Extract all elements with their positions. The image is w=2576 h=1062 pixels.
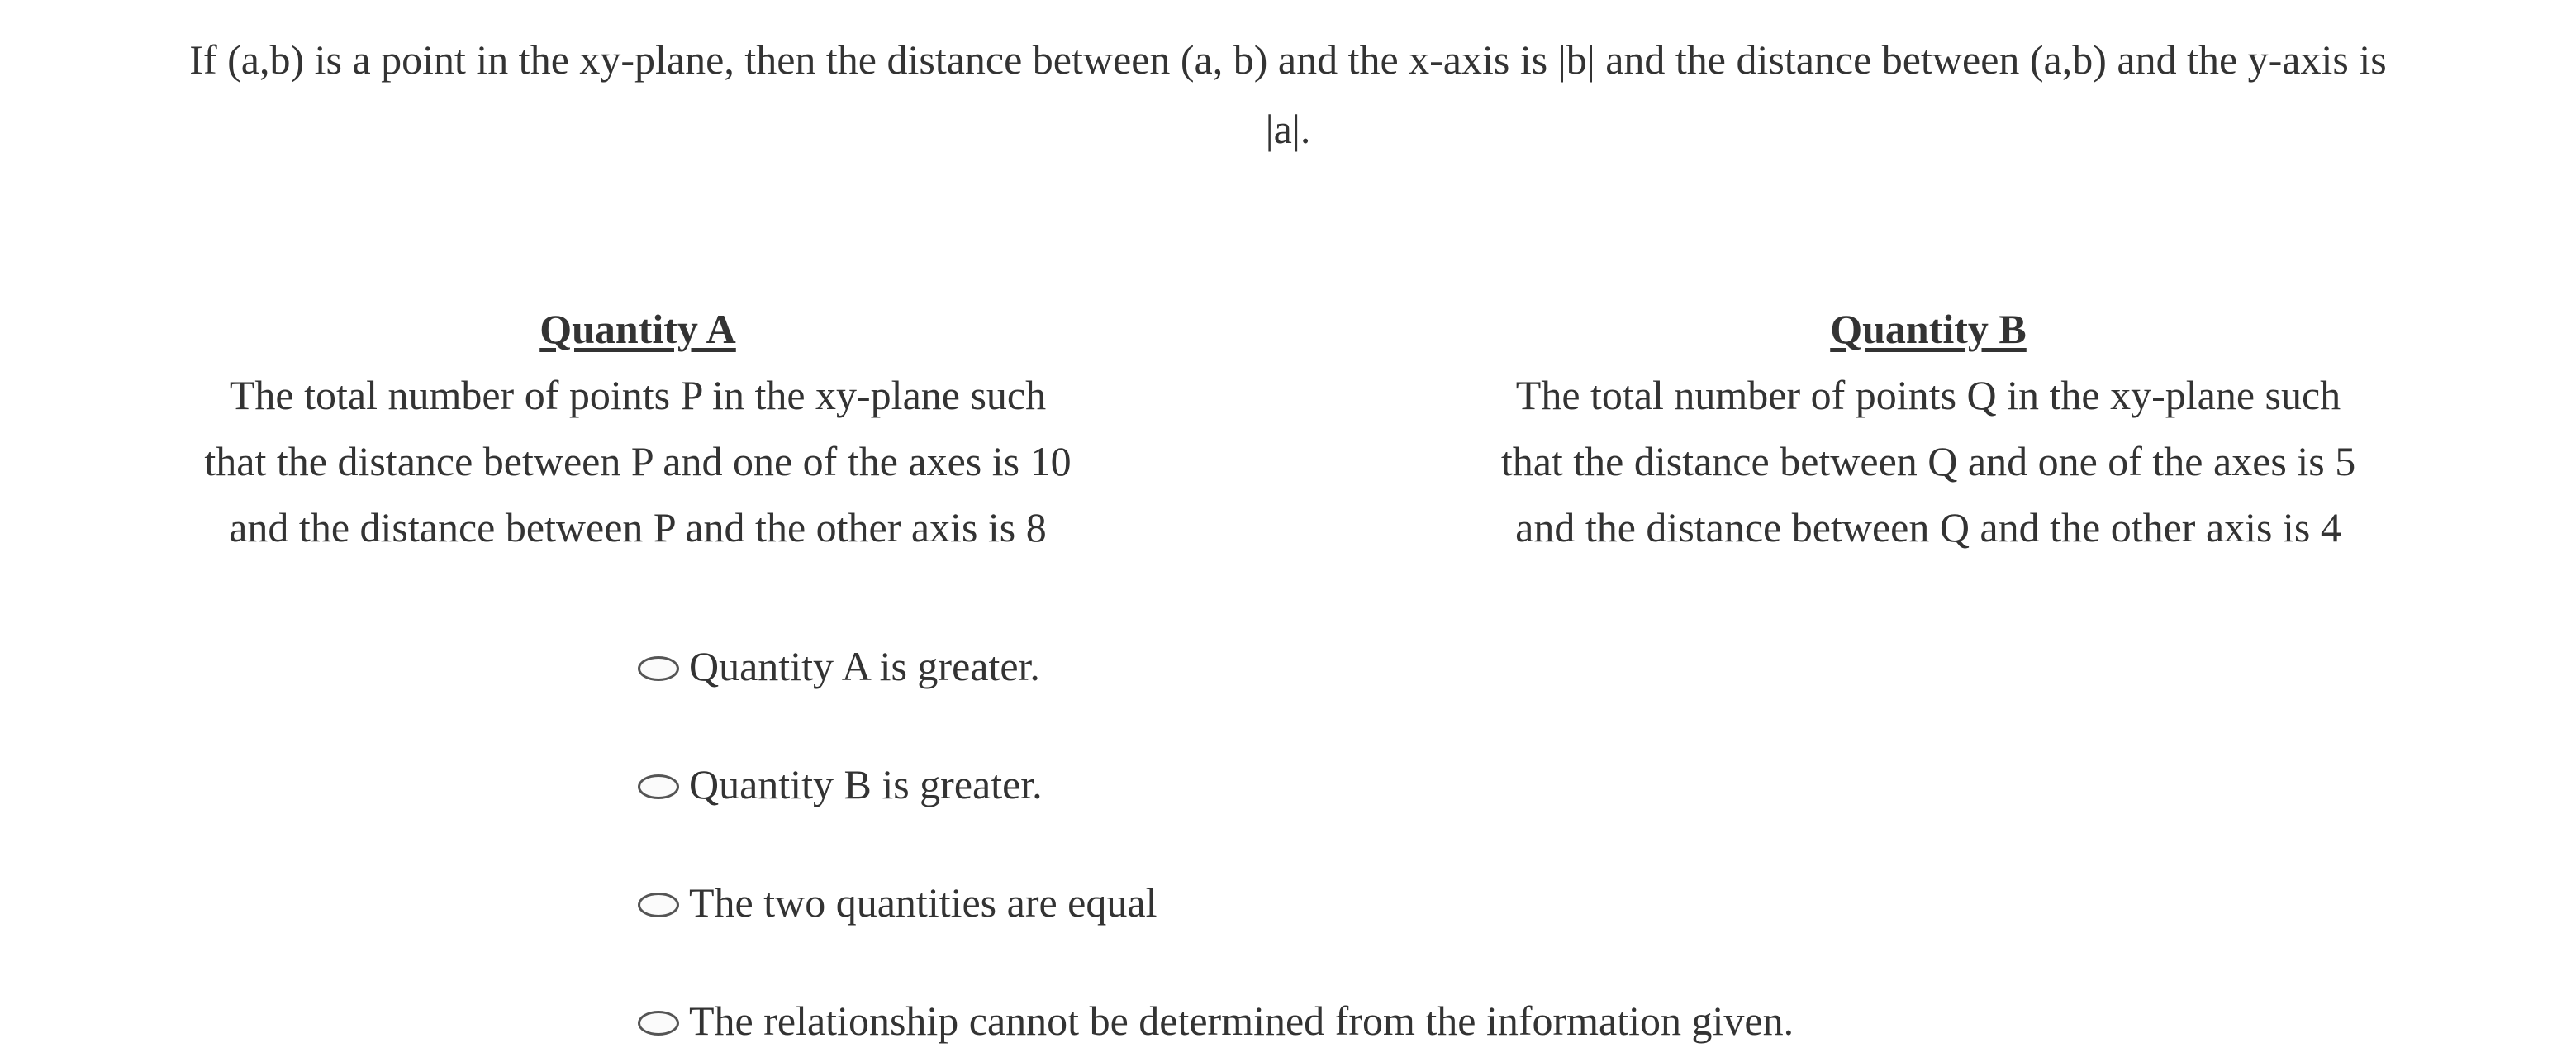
question-stem-line-1: If (a,b) is a point in the xy-plane, then the distance between (a, b) and the x-axis is |b| and the distance between (a,b) and the y-axis is [189, 36, 2387, 83]
answer-choice-a[interactable] [638, 633, 1794, 699]
quantity-a-line-3: and the distance between P and the other axis is 8 [229, 504, 1047, 550]
answer-choice-b[interactable] [638, 751, 1794, 817]
radio-button-icon[interactable] [638, 656, 679, 681]
quantity-a-line-1: The total number of points P in the xy-plane such [229, 372, 1047, 418]
quantity-b-panel [1433, 296, 2424, 560]
answer-choice-label: The relationship cannot be determined from the information given. [689, 998, 1794, 1044]
radio-button-icon[interactable] [638, 893, 679, 917]
answer-choice-c[interactable] [638, 869, 1794, 936]
quantity-a-title: Quantity A [539, 306, 736, 352]
quantity-a-line-2: that the distance between P and one of the axes is 10 [204, 438, 1072, 484]
quantity-b-description [1433, 362, 2424, 560]
quantity-b-line-2: that the distance between Q and one of the axes is 5 [1500, 438, 2356, 484]
radio-button-icon[interactable] [638, 774, 679, 799]
quantity-a-description [142, 362, 1134, 560]
quantity-a-panel [142, 296, 1134, 560]
question-stem-line-2: |a|. [1265, 106, 1311, 152]
question-stem [99, 25, 2477, 164]
quantity-b-line-3: and the distance between Q and the other axis is 4 [1515, 504, 2341, 550]
answer-choice-label: Quantity B is greater. [689, 761, 1043, 807]
answer-choice-d[interactable] [638, 988, 1794, 1054]
answer-choice-label: The two quantities are equal [689, 879, 1157, 926]
answer-choices [638, 633, 1794, 1054]
quantity-b-line-1: The total number of points Q in the xy-plane such [1515, 372, 2341, 418]
answer-choice-label: Quantity A is greater. [689, 643, 1040, 689]
quantity-b-title: Quantity B [1830, 306, 2027, 352]
radio-button-icon[interactable] [638, 1011, 679, 1036]
